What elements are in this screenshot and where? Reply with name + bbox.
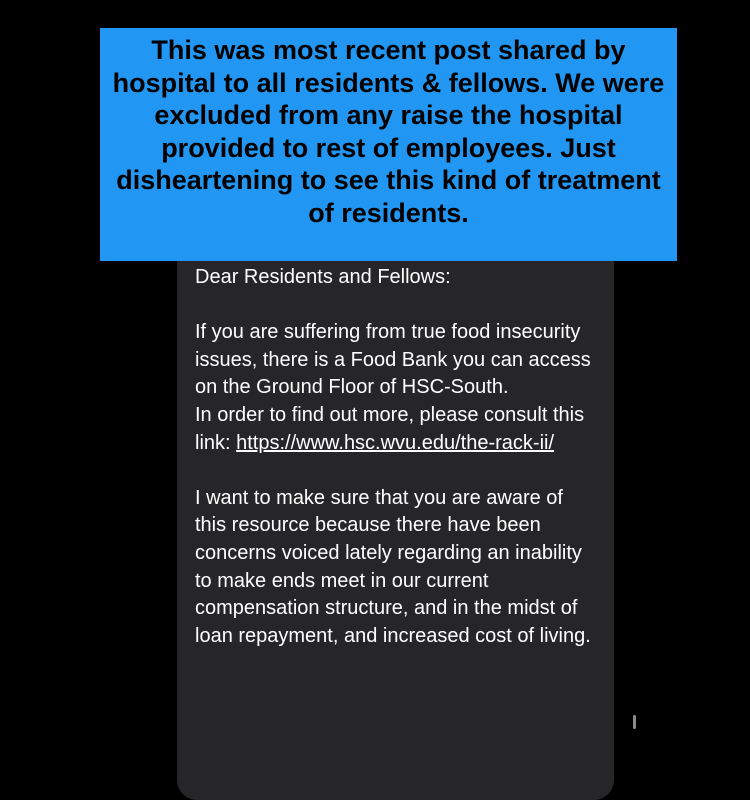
food-bank-link[interactable]: https://www.hsc.wvu.edu/the-rack-ii/ (236, 431, 555, 454)
paragraph-spacer (195, 292, 596, 320)
scroll-indicator[interactable] (633, 715, 636, 729)
paragraph-spacer (195, 457, 596, 485)
caption-overlay (100, 28, 677, 261)
message-greeting: Dear Residents and Fellows: (195, 266, 451, 288)
message-paragraph-concerns: I want to make sure that you are aware of this resource because there have been concerns voiced lately regarding an inability to make ends meet in our current compensation structure, and in the midst of loan repayment, and increased cost of living. (195, 486, 591, 647)
link-prefix-text: In order to find out more, please consult this link: (195, 403, 585, 454)
message-bubble (177, 240, 614, 800)
message-paragraph-link (195, 402, 596, 457)
caption-text: This was most recent post shared by hospital to all residents & fellows. We were excluded from any raise the hospital provided to rest of employees. Just disheartening to see this kind of treatment of residents. (112, 35, 665, 228)
message-paragraph-food-bank: If you are suffering from true food insecurity issues, there is a Food Bank you can access on the Ground Floor of HSC-South. (195, 321, 591, 399)
